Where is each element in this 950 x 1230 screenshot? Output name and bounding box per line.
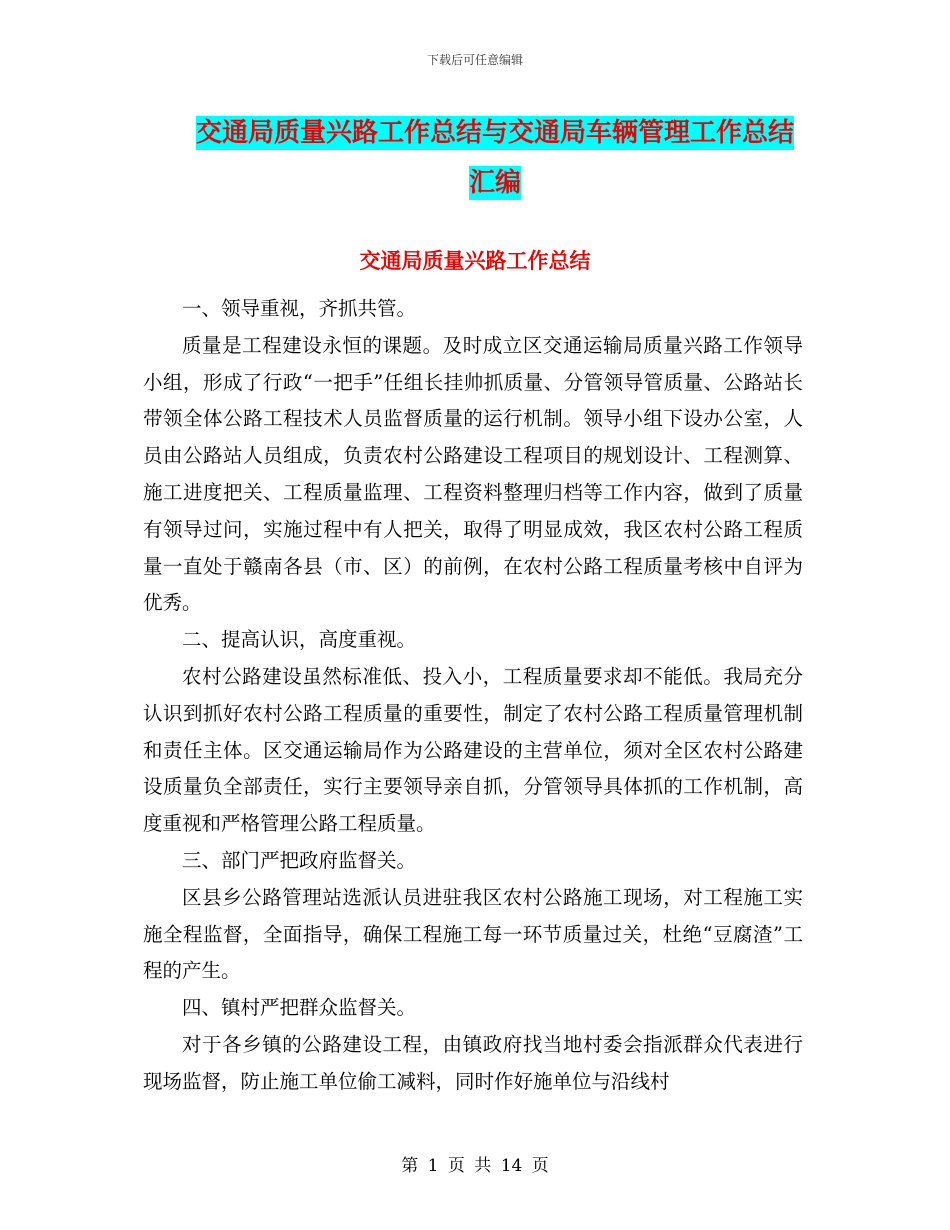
paragraph: 三、部门严把政府监督关。 bbox=[182, 848, 417, 872]
paragraph: 二、提高认识，高度重视。 bbox=[182, 628, 417, 652]
section-title: 交通局质量兴路工作总结 bbox=[359, 249, 591, 273]
document-body bbox=[143, 291, 803, 1101]
paragraph: 四、镇村严把群众监督关。 bbox=[182, 996, 417, 1020]
document-title-line-2: 汇编 bbox=[468, 168, 521, 198]
paragraph: 农村公路建设虽然标准低、投入小，工程质量要求却不能低。我局充分认识到抓好农村公路工程质量的重要性，制定了农村公路工程质量管理机制和责任主体。区交通运输局作为公路建设的主营单位，须对全区农村公路建设质量负全部责任，实行主要领导亲自抓，分管领导具体抓的工作机制，高度重视和严格管理公路工程质量。 bbox=[143, 664, 803, 836]
paragraph: 区县乡公路管理站选派认员进驻我区农村公路施工现场，对工程施工实施全程监督，全面指导，确保工程施工每一环节质量过关，杜绝“豆腐渣”工程的产生。 bbox=[143, 885, 803, 983]
header-note: 下载后可任意编辑 bbox=[426, 53, 523, 67]
page-number-footer: 第 1 页 共 14 页 bbox=[401, 1156, 549, 1176]
paragraph: 一、领导重视，齐抓共管。 bbox=[182, 297, 417, 320]
paragraph: 对于各乡镇的公路建设工程，由镇政府找当地村委会指派群众代表进行现场监督，防止施工单位偷工减料，同时作好施单位与沿线村 bbox=[143, 1032, 803, 1093]
paragraph: 质量是工程建设永恒的课题。及时成立区交通运输局质量兴路工作领导小组，形成了行政“一把手”任组长挂帅抓质量、分管领导管质量、公路站长带领全体公路工程技术人员监督质量的运行机制。领导小组下设办公室，人员由公路站人员组成，负责农村公路建设工程项目的规划设计、工程测算、施工进度把关、工程质量监理、工程资料整理归档等工作内容，做到了质量有领导过问，实施过程中有人把关，取得了明显成效，我区农村公路工程质量一直处于赣南各县（市、区）的前例，在农村公路工程质量考核中自评为优秀。 bbox=[143, 333, 803, 615]
document-title-line-1: 交通局质量兴路工作总结与交通局车辆管理工作总结 bbox=[195, 118, 794, 148]
document-title bbox=[150, 108, 840, 208]
